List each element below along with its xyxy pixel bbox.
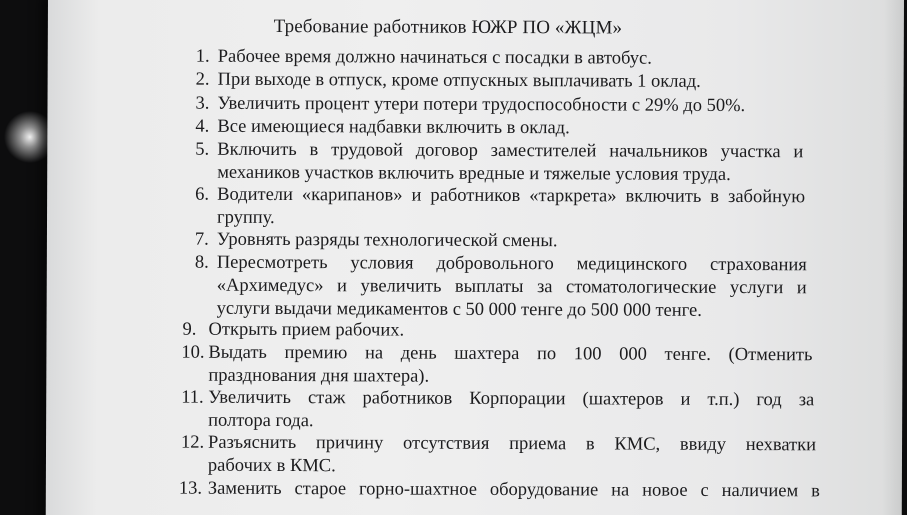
list-item	[195, 69, 796, 92]
item-number: 7.	[194, 229, 209, 250]
item-line: празднования дня шахтера).	[208, 365, 430, 387]
item-line: Пересмотреть условия добровольного медицинского страхования	[216, 252, 807, 276]
item-line: При выходе в отпуск, кроме отпускных выплачивать 1 оклад.	[217, 69, 701, 92]
list-item	[181, 432, 821, 481]
item-number: 8.	[194, 252, 209, 273]
item-number: 11.	[181, 387, 204, 408]
item-line: услуги выдачи медикаментов с 50 000 тенге до 500 000 тенге.	[216, 298, 702, 321]
item-line: Рабочее время должно начинаться с посадки в автобус.	[217, 46, 652, 69]
list-item	[195, 184, 805, 233]
document-title: Требование работников ЮЖР ПО «ЖЦМ»	[273, 15, 623, 39]
item-number: 2.	[195, 69, 210, 90]
item-number: 6.	[195, 184, 210, 205]
item-line: Водители «карипанов» и работников «таркрета» включить в забойную	[217, 184, 806, 208]
list-item	[195, 46, 796, 69]
item-line: группу.	[216, 207, 275, 228]
document	[46, 0, 904, 515]
item-line: Разъяснить причину отсутствия приема в КМС, ввиду нехватки	[208, 432, 817, 456]
item-line: Открыть прием рабочих.	[208, 319, 405, 341]
item-line: Заменить старое горно-шахтное оборудование на новое с наличием в	[207, 478, 820, 502]
item-number: 12.	[181, 432, 205, 453]
item-number: 13.	[178, 478, 203, 499]
list-item	[181, 342, 821, 391]
item-number: 4.	[195, 116, 210, 137]
item-line: Увеличить процент утери потери трудоспособности с 29% до 50%.	[217, 93, 746, 117]
item-line: «Архимедус» и увеличить выплаты за стоматологические услуги и	[216, 275, 807, 299]
item-line: рабочих в КМС.	[207, 455, 336, 477]
item-line: Выдать премию на день шахтера по 100 000 тенге. (Отменить	[208, 342, 813, 366]
item-line: Уровнять разряды технологической смены.	[216, 229, 558, 252]
item-number: 1.	[195, 46, 210, 67]
list-item	[195, 252, 807, 323]
item-line: Увеличить стаж работников Корпорации (шахтеров и т.п.) год за	[208, 387, 815, 411]
item-line: механиков участков включить вредные и тяжелые условия труда.	[217, 162, 731, 185]
item-line: Включить в трудовой договор заместителей начальников участка и	[217, 139, 804, 163]
item-number: 5.	[195, 139, 210, 160]
item-line: Все имеющиеся надбавки включить в оклад.	[217, 116, 570, 139]
item-number: 3.	[195, 93, 210, 114]
item-number: 10.	[181, 342, 205, 363]
item-line: полтора года.	[208, 410, 314, 432]
list-item	[195, 139, 805, 188]
list-item	[195, 93, 796, 117]
item-number: 9.	[182, 319, 197, 340]
list-item	[181, 387, 821, 436]
paper-sheet	[46, 0, 904, 515]
